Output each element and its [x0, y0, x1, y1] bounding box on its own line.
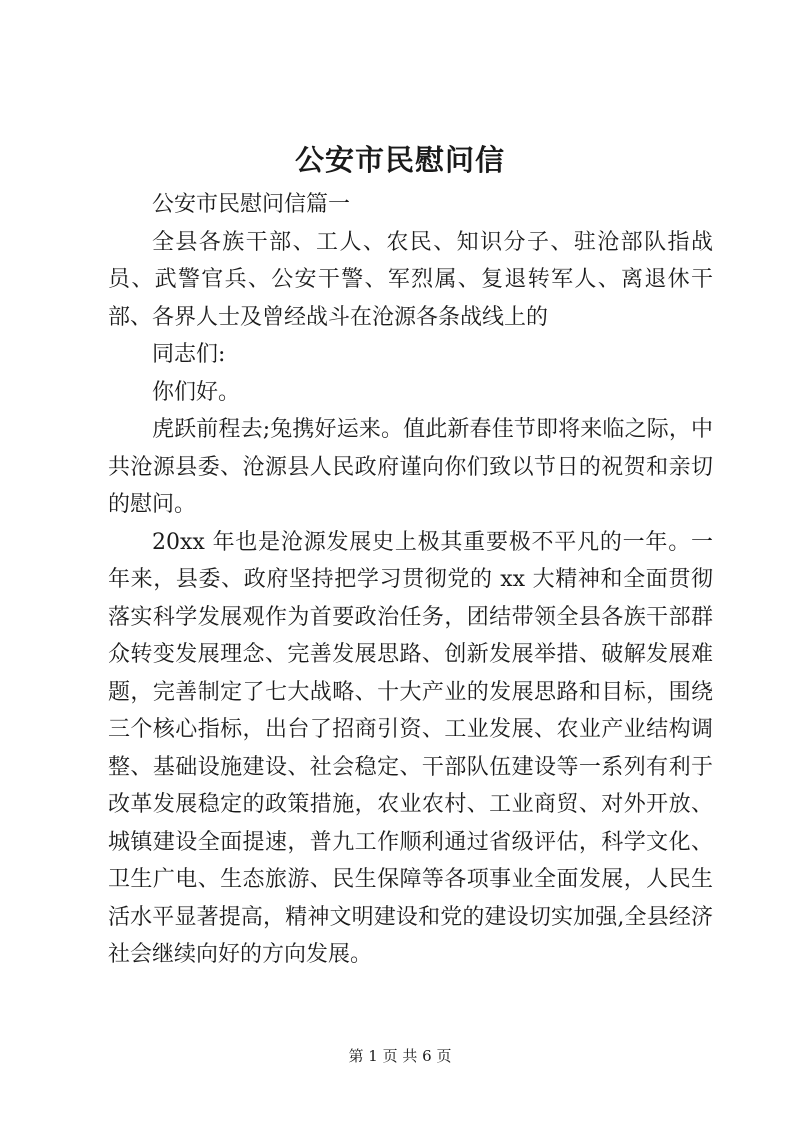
salutation: 同志们: — [152, 342, 226, 367]
body-paragraph: 虎跃前程去;兔携好运来。值此新春佳节即将来临之际，中共沧源县委、沧源县人民政府谨向你们致以节日的祝贺和亲切的慰问。 — [108, 417, 713, 517]
greeting: 你们好。 — [152, 379, 241, 405]
body-paragraph: 20xx 年也是沧源发展史上极其重要极不平凡的一年。一年来，县委、政府坚持把学习贯彻党的 xx 大精神和全面贯彻落实科学发展观作为首要政治任务，团结带领全县各族干部群众转变发展理念、完善发展思路、创新发展举措、破解发展难题，完善制定了七大战略、十大产业的发展思路和目标，围绕三个核心指标，出台了招商引资、工业发展、农业产业结构调整、基础设施建设、社会稳定、干部队伍建设等一系列有利于改革发展稳定的政策措施，农业农村、工业商贸、对外开放、城镇建设全面提速，普九工作顺利通过省级评估，科学文化、卫生广电、生态旅游、民生保障等各项事业全面发展，人民生活水平显著提高，精神文明建设和党的建设切实加强,全县经济社会继续向好的方向发展。 — [108, 529, 713, 967]
document-title: 公安市民慰问信 — [294, 143, 505, 177]
page-footer: 第 1 页 共 6 页 — [348, 1047, 452, 1065]
salutation-recipients: 全县各族干部、工人、农民、知识分子、驻沧部队指战员、武警官兵、公安干警、军烈属、复退转军人、离退休干部、各界人士及曾经战斗在沧源各条战线上的 — [108, 229, 713, 330]
document-body — [108, 186, 713, 974]
section-heading: 公安市民慰问信篇一 — [152, 192, 351, 217]
